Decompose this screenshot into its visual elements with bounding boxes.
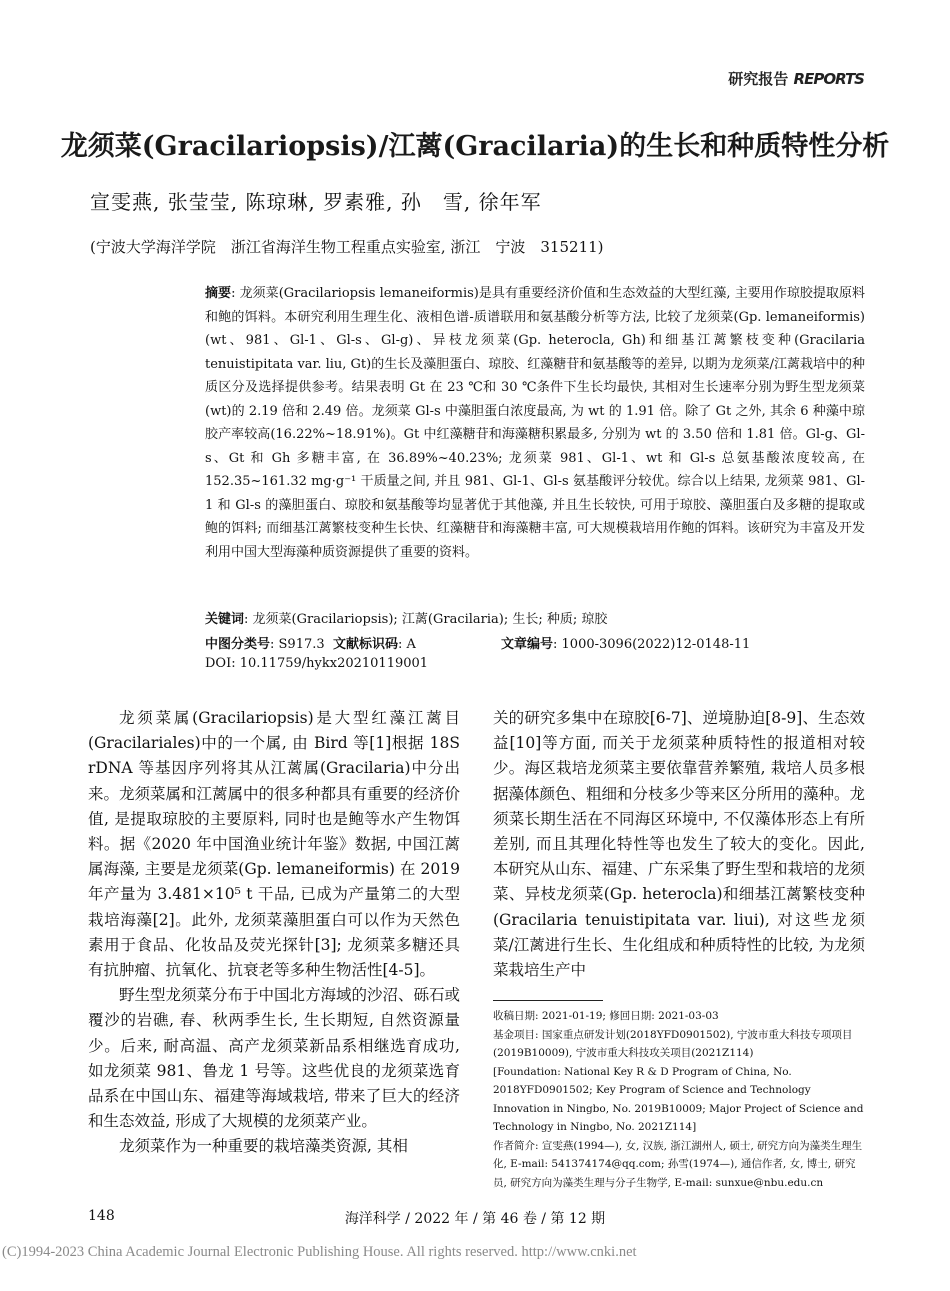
section-tag-en: REPORTS xyxy=(793,70,864,88)
section-tag-cn: 研究报告 xyxy=(728,70,789,88)
doc-code-label: 文献标识码 xyxy=(333,637,399,652)
journal-footer: 海洋科学 / 2022 年 / 第 46 卷 / 第 12 期 xyxy=(344,1211,606,1227)
page-number: 148 xyxy=(88,1208,115,1224)
footnote-fund-cn: 基金项目: 国家重点研发计划(2018YFD0901502), 宁波市重大科技专项项目(2019B10009), 宁波市重大科技攻关项目(2021Z114) xyxy=(493,1028,853,1059)
body-column-left xyxy=(88,706,460,1160)
body-paragraph: 龙须菜属(Gracilariopsis)是大型红藻江蓠目(Gracilariales)中的一个属, 由 Bird 等[1]根据 18S rDNA 等基因序列将其从江蓠属(Gracilaria)中分出来。龙须菜属和江蓠属中的很多种都具有重要的经济价值, 是提取琼胶的主要原料, 同时也是鲍等水产生物饵料。据《2020 年中国渔业统计年鉴》数据, 中国江蓠属海藻, 主要是龙须菜(Gp. lemaneiformis) 在 2019 年产量为 3.481×10⁵ t 干品, 已成为产量第二的大型栽培海藻[2]。此外, 龙须菜藻胆蛋白可以作为天然色素用于食品、化妆品及荧光探针[3]; 龙须菜多糖还具有抗肿瘤、抗氧化、抗衰老等多种生物活性[4-5]。 xyxy=(88,709,461,980)
paper-title: 龙须菜(Gracilariopsis)/江蓠(Gracilaria)的生长和种质特性分析 xyxy=(60,131,890,162)
abstract-label: 摘要 xyxy=(205,286,232,301)
classification-line xyxy=(205,633,865,652)
keywords-text: : 龙须菜(Gracilariopsis); 江蓠(Gracilaria); 生长; 种质; 琼胶 xyxy=(244,612,608,627)
section-tag xyxy=(728,68,864,89)
body-paragraph: 野生型龙须菜分布于中国北方海域的沙沼、砾石或覆沙的岩礁, 春、秋两季生长, 生长期短, 自然资源量少。后来, 耐高温、高产龙须菜新品系相继选育成功, 如龙须菜 981、鲁龙 1 号等。这些优良的龙须菜选育品系在中国山东、福建等海域栽培, 带来了巨大的经济和生态效益, 形成了大规模的龙须菜产业。 xyxy=(88,986,461,1131)
keywords-label: 关键词 xyxy=(205,612,245,627)
doc-code-value: : A xyxy=(398,637,416,652)
abstract xyxy=(205,282,865,564)
article-number-value: : 1000-3096(2022)12-0148-11 xyxy=(553,637,751,652)
affiliation: (宁波大学海洋学院 浙江省海洋生物工程重点实验室, 浙江 宁波 315211) xyxy=(90,238,604,256)
author-list: 宣雯燕, 张莹莹, 陈琼琳, 罗素雅, 孙 雪, 徐年军 xyxy=(90,190,542,214)
body-paragraph: 龙须菜作为一种重要的栽培藻类资源, 其相 xyxy=(119,1137,408,1156)
doi: DOI: 10.11759/hykx20210119001 xyxy=(205,656,429,671)
footnote-authors: 作者简介: 宣雯燕(1994—), 女, 汉族, 浙江湖州人, 硕士, 研究方向为藻类生理生化, E-mail: 541374174@qq.com; 孙雪(1974—), 通信作者, 女, 博士, 研究员, 研究方向为藻类生理与分子生物学, E-mail: sunxue@nbu.edu.cn xyxy=(493,1139,863,1189)
footnote-divider xyxy=(493,1000,603,1001)
copyright-notice: (C)1994-2023 China Academic Journal Electronic Publishing House. All rights reserved. http://www.cnki.net xyxy=(2,1244,637,1260)
abstract-text: : 龙须菜(Gracilariopsis lemaneiformis)是具有重要经济价值和生态效益的大型红藻, 主要用作琼胶提取原料和鲍的饵料。本研究利用生理生化、液相色谱-质谱联用和氨基酸分析等方法, 比较了龙须菜(Gp. lemaneiformis) (wt、981、Gl-1、Gl-s、Gl-g)、异枝龙须菜(Gp. heterocla, Gh)和细基江蓠繁枝变种(Gracilaria tenuistipitata var. liu, Gt)的生长及藻胆蛋白、琼胶、红藻糖苷和氨基酸等的差异, 以期为龙须菜/江蓠栽培中的种质区分及选择提供参考。结果表明 Gt 在 23 ℃和 30 ℃条件下生长均最快, 其相对生长速率分别为野生型龙须菜(wt)的 2.19 倍和 2.49 倍。龙须菜 Gl-s 中藻胆蛋白浓度最高, 为 wt 的 1.91 倍。除了 Gt 之外, 其余 6 种藻中琼胶产率较高(16.22%~18.91%)。Gt 中红藻糖苷和海藻糖积累最多, 分别为 wt 的 3.50 倍和 1.81 倍。Gl-g、Gl-s、Gt 和 Gh 多糖丰富, 在 36.89%~40.23%; 龙须菜 981、Gl-1、wt 和 Gl-s 总氨基酸浓度较高, 在 152.35~161.32 mg·g⁻¹ 干质量之间, 并且 981、Gl-1、Gl-s 氨基酸评分较优。综合以上结果, 龙须菜 981、Gl-1 和 Gl-s 的藻胆蛋白、琼胶和氨基酸等均显著优于其他藻, 并且生长较快, 可用于琼胶、藻胆蛋白及多糖的提取或鲍的饵料; 而细基江蓠繁枝变种生长快、红藻糖苷和海藻糖丰富, 可大规模栽培用作鲍的饵料。该研究为丰富及开发利用中国大型海藻种质资源提供了重要的资料。 xyxy=(205,286,865,560)
footnote-fund-en: [Foundation: National Key R & D Program of China, No. 2018YFD0901502; Key Program of Science and Technology Innovation in Ningbo, No. 2019B10009; Major Project of Science and Technology in Ningbo, No. 2021Z114] xyxy=(493,1065,864,1133)
clc-label: 中图分类号 xyxy=(205,637,271,652)
keywords xyxy=(205,609,865,631)
clc-value: : S917.3 xyxy=(270,637,325,652)
body-paragraph: 关的研究多集中在琼胶[6-7]、逆境胁迫[8-9]、生态效益[10]等方面, 而关于龙须菜种质特性的报道相对较少。海区栽培龙须菜主要依靠营养繁殖, 栽培人员多根据藻体颜色、粗细和分枝多少等来区分所用的藻种。龙须菜长期生活在不同海区环境中, 不仅藻体形态上有所差别, 而且其理化特性等也发生了较大的变化。因此, 本研究从山东、福建、广东采集了野生型和栽培的龙须菜、异枝龙须菜(Gp. heterocla)和细基江蓠繁枝变种(Gracilaria tenuistipitata var. liui), 对这些龙须菜/江蓠进行生长、生化组成和种质特性的比较, 为龙须菜栽培生产中 xyxy=(493,709,866,980)
article-number-label: 文章编号 xyxy=(501,637,554,652)
body-column-right xyxy=(493,706,865,983)
footnote-received: 收稿日期: 2021-01-19; 修回日期: 2021-03-03 xyxy=(493,1010,719,1022)
footnotes xyxy=(493,1007,865,1192)
